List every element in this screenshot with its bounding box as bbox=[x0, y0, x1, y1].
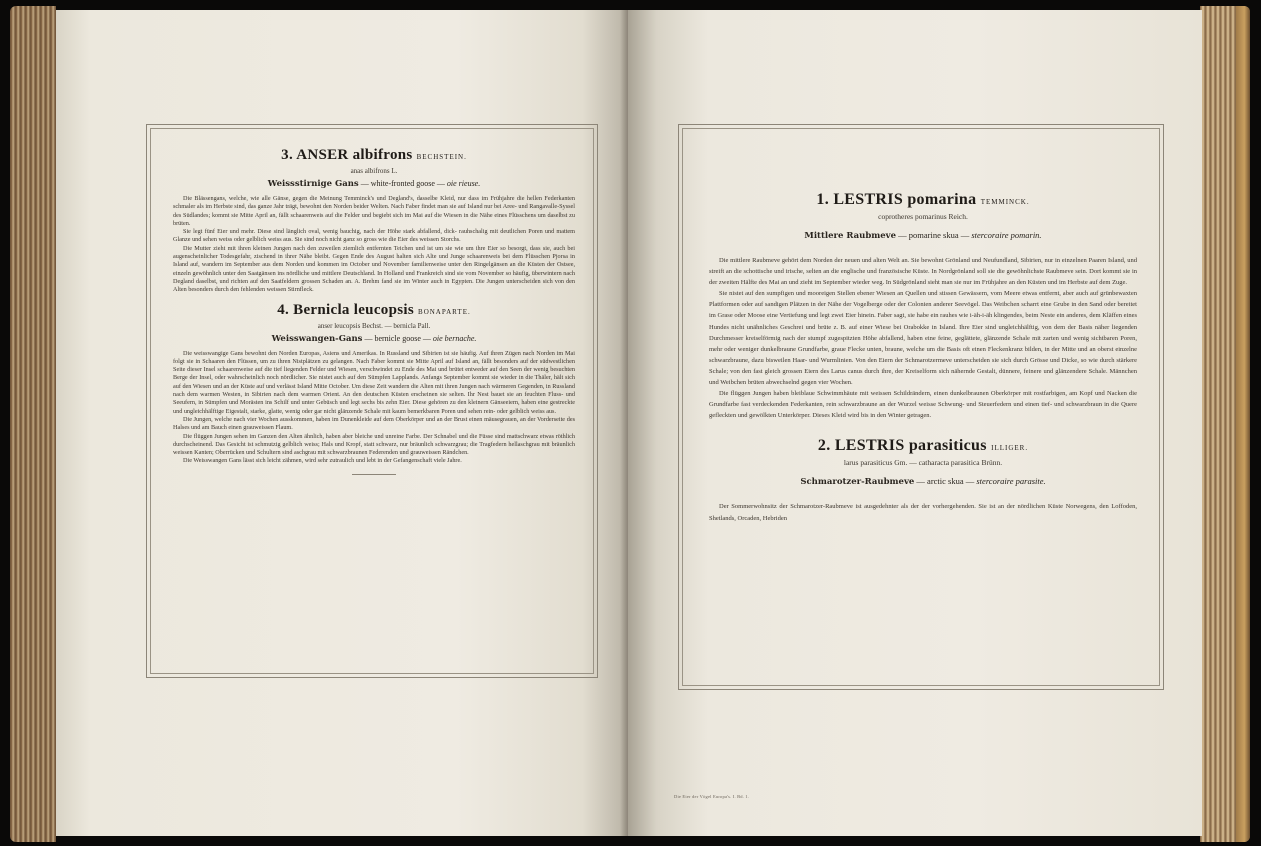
section-bernicla-leucopsis bbox=[173, 302, 575, 475]
section-title bbox=[709, 191, 1137, 209]
left-page-content bbox=[151, 147, 593, 475]
common-name-german: Schmarotzer-Raubmeve bbox=[800, 477, 915, 488]
common-name-english: — bernicle goose — bbox=[364, 333, 431, 343]
body-paragraph: Sie legt fünf Eier und mehr. Diese sind länglich oval, wenig bauchig, nach der Höhe stark abfallend, dick- rauhschalig mit deutlichen Poren und mattem Glanze und sehen weiss oder gelblich weiss aus. Sie sind noch nicht ganz so gross wie die Eier des weissen Storchs. bbox=[173, 228, 575, 244]
left-page-frame bbox=[146, 124, 598, 678]
common-name-french: oie rieuse. bbox=[446, 179, 481, 188]
common-name-english: — pomarine skua — bbox=[898, 230, 970, 240]
common-names bbox=[709, 476, 1137, 487]
species-synonym: larus parasiticus Gm. — catharacta parasitica Brünn. bbox=[843, 458, 1003, 468]
common-name-english: — white-fronted goose — bbox=[360, 179, 445, 188]
species-name: 2. LESTRIS parasiticus bbox=[817, 437, 987, 455]
section-anser-albifrons bbox=[173, 147, 575, 295]
common-name-english: — arctic skua — bbox=[916, 476, 975, 487]
body-paragraph: Der Sommerwohnsitz der Schmarotzer-Raubmeve ist ausgedehnter als der der vorhergehenden. Sie ist an der nördlichen Küste Norwegens, den Loffoden, Shetlands, Orcaden, Hebriden bbox=[709, 503, 1137, 522]
end-rule bbox=[352, 474, 396, 475]
section-title bbox=[173, 147, 575, 164]
species-author: BECHSTEIN. bbox=[416, 153, 467, 161]
species-author: ILLIGER. bbox=[991, 444, 1029, 453]
right-page-frame bbox=[678, 124, 1164, 690]
common-name-german: Weissstirnige Gans bbox=[267, 179, 359, 189]
book-edge-right bbox=[1200, 6, 1250, 842]
body-paragraph: Sie nistet auf den sumpfigen und mooreigen Stellen ebener Wiesen an Quellen und stissen Gewässern, vom Meere etwas entfernt, aber auch auf grünbewaxten Plattformen oder auf sandigen Plätzen in der Nähe der Vogelberge oder der Colonien anderer Seevögel. Das Weibchen scharrt eine Grube in den Sand oder bereitet im Grase oder Moose eine Vertiefung und legt zwei Eier hinein. Faber sagt, sie habe ein rauhes wie i-äh-i-äh klingendes, beim Neste ein anderes, dem Kläffen eines Hundes nicht unähnliches Geschrei und brüte z. B. auf einer Wiese bei Orabokke in Island. Ihre Eier sind ungleichhälftig, von dem der Basis näher liegenden Durchmesser kreiselförmig nach der stumpf zugespitzten Höhe abfallend, haben eine feine, geglättete, glänzende Schale mit zarten und wenig sichtbaren Poren, mehr oder weniger dunkelbraune Grundfarbe, graue Flecke unten, braune, welche um die Basis oft einen Fleckenkranz bilden, in der Mitte und an oberst einzelne schwarzbraune, dazu bisweilen Haar- und Wurmlinien. Von den Eiern der Schmarotzermeve unterscheiden sie sich durch Grösse und Dicke, so wie durch stärkere Schale; von den fast gleich grossen Eiern des Larus canus durch ihre, der Kreiselform sich nähernde Gestalt, dünnere, feinere und glänzendere Schale. Männchen und Weibchen brüten abwechselnd gegen vier Wochen. bbox=[709, 290, 1137, 387]
body-paragraph: Die Mutter zieht mit ihren kleinen Jungen nach den zuweilen ziemlich entfernten Teichen und ist um sie wie um ihre Eier so besorgt, dass sie, auch bei augenscheinlicher Todesgefahr, zischend in ihrer Nähe bleibt. Gegen Ende des August halten sich Alte und Junge schaarenweis bei dem Flüsschen Pjorsa in Island auf, wandern im September aus dem Norden und kommen im October und November familienweise unter den Ringelgänsen an die Küsten der Ostsee, einzeln gewöhnlich unter den Saatgänsen ins nördliche und mittlere Deutschland. In Holland und Frankreich sind sie vom November so häufig, überwintern nach Degland daselbst, und richten auf den Saatfeldern grossen Schaden an. A. Brehm fand sie im Winter auch in Egypten. Die Jungen unterscheiden sich von den Alten besonders durch den fehlenden weissen Stirnfleck. bbox=[173, 244, 575, 294]
body-paragraph: Die Blässengans, welche, wie alle Gänse, gegen die Meinung Temminck's und Degland's, dasselbe Kleid, nur dass im Frühjahre die hellen Federkanten schmaler als im Herbste sind, das ganze Jahr trägt, bewohnt den Norden beider Welten. Nach Faber findet man sie auf Island nur bei Aree- und Rangavalle-Syssel des Südlandes; kommt sie Mitte April an, fällt schaarenweis auf die Felder und begiebt sich im Mai auf die Wiesen in die Nähe eines Flüsschens um daselbst zu brüten. bbox=[173, 195, 575, 227]
body-paragraph: Die weisswangige Gans bewohnt den Norden Europas, Asiens und Amerikas. In Russland und Sibirien ist sie häufig. Auf ihren Zügen nach Norden im Mai folgt sie in Schaaren den Flüssen, um zu ihren Nistplätzen zu gelangen. Nach Faber kommt sie Mitte April auf Island an, fällt besonders auf der südwestlichen Seite dieser Insel schaarenweise auf die tief liegenden Felder und Wiesen, verschwindet zu Ende des Mai und brütet entweder auf den Seen der wenig besuchten Berge der Insel, oder wahrscheinlich noch nördlicher. Sie nistet auch auf den Sümpfen Lapplands. Anfangs September kommt sie wieder in die Thäler, hält sich auf den Wiesen und an der Küste auf und verlässt Island Mitte October. Um diese Zeit wandern die Alten mit ihren Jungen nach wärmeren Gegenden, in Russland nach dem warmen Westen, in Sibirien nach dem warmen Orient. An den deutschen Küsten erscheinen sie selten. Ihr Nest bauet sie an feuchten Fluss- und Seeufern, in Sümpfen und Morästen ins Schilf und unter Gebüsch und legt sechs bis zehn Eier. Diese gehören zu den kleinern Gänseeiern, haben eine gestreckte und ungleichhälftige Eigestalt, starke, glatte, wenig oder gar nicht glänzende Schale mit kaum bemerkbaren Poren und sehen rein- oder gelblich weiss aus. bbox=[173, 349, 575, 415]
book-edge-left bbox=[10, 6, 56, 842]
common-names bbox=[173, 179, 575, 189]
body-paragraph: Die mittlere Raubmeve gehört dem Norden der neuen und alten Welt an. Sie bewohnt Grönland und Neufundland, Sibirien, nur in einzelnen Paaren Island, und streift an die schottische und irische, selten an die englische und französische Küste. In Nordgrönland soll sie die gewöhnlichste Raubmeve sein. Dort kommt sie in der zweiten Hälfte des Mai an und zieht im September wieder weg. In Südgrönland sieht man sie nur im Frühjahre an den Küsten und im Herbste auf dem Zuge. bbox=[709, 257, 1137, 287]
page-footer-signature: Die Eier der Vögel Europa's. I. Bd. 1. bbox=[674, 794, 750, 799]
species-author: TEMMINCK. bbox=[980, 198, 1030, 206]
right-page-frame-inner bbox=[682, 128, 1160, 686]
section-title bbox=[709, 437, 1137, 455]
body-paragraph: Die Weisswangen Gans lässt sich leicht zähmen, wird sehr zutraulich und lebt in der Gefangenschaft viele Jahre. bbox=[183, 457, 462, 465]
left-page bbox=[56, 10, 628, 836]
common-name-german: Weisswangen-Gans bbox=[271, 333, 363, 344]
species-name: 1. LESTRIS pomarina bbox=[816, 191, 977, 208]
common-names bbox=[709, 230, 1137, 241]
common-name-german: Mittlere Raubmeve bbox=[804, 231, 897, 241]
common-names bbox=[173, 334, 575, 344]
species-author: BONAPARTE. bbox=[418, 307, 471, 316]
species-synonym: coprotheres pomarinus Reich. bbox=[878, 212, 968, 221]
species-synonym: anas albifrons L. bbox=[350, 167, 398, 175]
section-lestris-pomarina bbox=[709, 191, 1137, 421]
common-name-french: stercoraire parasite. bbox=[976, 476, 1046, 487]
section-lestris-parasiticus bbox=[709, 437, 1137, 523]
right-page bbox=[628, 10, 1202, 836]
common-name-french: oie bernache. bbox=[432, 333, 477, 343]
species-synonym: anser leucopsis Bechst. — bernicla Pall. bbox=[317, 321, 431, 330]
body-paragraph: Die flüggen Jungen haben bleiblaue Schwimmhäute mit weissen Schildrändern, einen dunkelbraunen Oberkörper mit rostfarbigen, am Kopf und Nacken die Grundfarbe fast verdeckenden Federkanten, rein schwarzbraune an der Wurzel weisse Schwung- und Steuerfedern und einen tief- und schwarzbraun in die Quere gefleckten und gewölkten Unterkörper. Dieses Kleid wird bis in den Winter getragen. bbox=[709, 390, 1137, 420]
left-page-frame-inner bbox=[150, 128, 594, 674]
species-name: 3. ANSER albifrons bbox=[281, 147, 413, 163]
body-paragraph: Die Jungen, welche nach vier Wochen ausskommen, haben im Dunenkleide auf dem Oberkörper und an der Brust einen mäusegrauen, an der Vorderseite des Halses und am Bauch einen grauweissen Flaum. bbox=[173, 415, 575, 432]
body-paragraph: Die flüggen Jungen sehen im Ganzen den Alten ähnlich, haben aber bleiche und unreine Farbe. Der Schnabel und die Füsse sind mattschwarz etwas röthlich durchscheinend. Das Gesicht ist schmutzig gelblich weiss; Hals und Kropf, statt schwarz, nur bräunlich schwarzgrau; die Tragfedern hellaschgrau mit bräunlich weissen Kanten; Oberrücken und Schultern sind aschgrau mit schwarzbraunen Federenden und grauweissen Rändchen. bbox=[173, 432, 575, 457]
section-title bbox=[173, 302, 575, 319]
species-name: 4. Bernicla leucopsis bbox=[277, 301, 414, 318]
common-name-french: stercoraire pomarin. bbox=[971, 230, 1042, 240]
right-page-content bbox=[683, 191, 1159, 524]
